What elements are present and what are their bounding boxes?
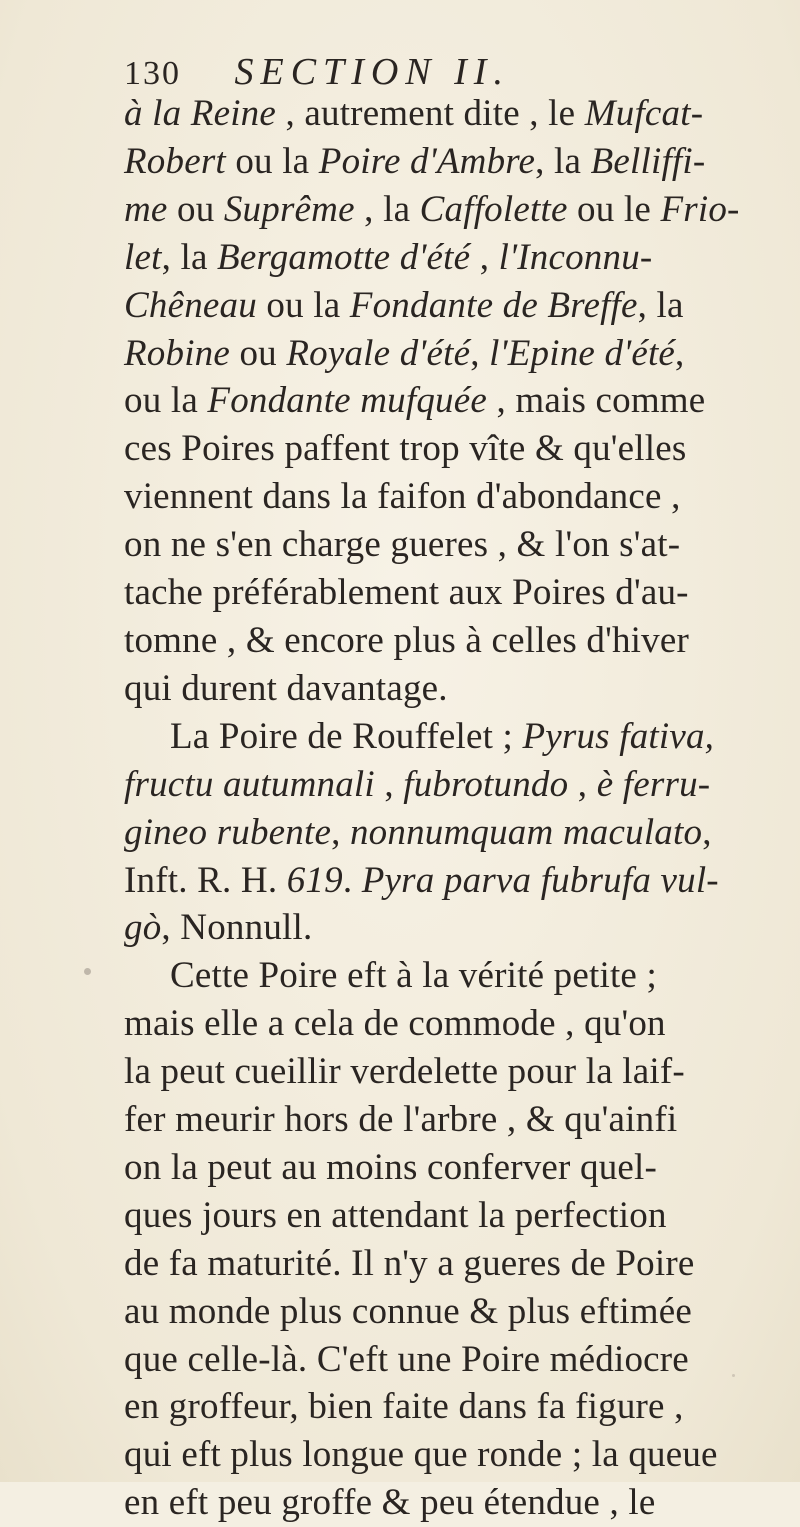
italic-text: Robine: [124, 332, 231, 374]
text-run: tache préférablement aux Poires d'au-: [124, 572, 689, 614]
text-run: Cette Poire eft à la vérité petite ;: [170, 955, 657, 997]
italic-text: à la Reine: [124, 93, 277, 134]
text-run: ,: [331, 811, 350, 853]
text-line: [124, 1048, 744, 1096]
text-run: , la: [637, 284, 684, 326]
text-line: [124, 569, 744, 617]
text-run: ,: [470, 236, 499, 278]
italic-text: Frio-: [660, 188, 740, 230]
italic-text: Bergamotte d'été: [217, 236, 471, 278]
text-line: [124, 186, 744, 234]
text-run: ou: [167, 188, 224, 230]
italic-text: è ferru-: [596, 763, 711, 805]
text-line: [124, 857, 744, 905]
body-text: [124, 90, 744, 1527]
text-line: [124, 904, 744, 952]
italic-text: Royale d'été: [286, 332, 471, 374]
italic-text: Mufcat-: [584, 93, 704, 134]
text-run: .: [342, 859, 362, 901]
text-run: ,: [470, 332, 490, 374]
italic-text: Robert: [124, 140, 226, 182]
italic-text: gineo rubente: [124, 811, 332, 853]
text-run: mais elle a cela de commode , qu'on: [124, 1003, 666, 1045]
text-line: [124, 665, 744, 713]
italic-text: nonnumquam maculato: [349, 811, 703, 853]
text-line: [124, 234, 744, 282]
italic-text: me: [124, 188, 168, 230]
text-line: [124, 1336, 744, 1384]
italic-text: let: [124, 236, 162, 278]
italic-text: fubrotundo: [403, 763, 569, 805]
italic-text: Fondante mufquée: [207, 380, 488, 422]
italic-text: l'Epine d'été: [489, 332, 676, 374]
text-line: [124, 1479, 744, 1527]
text-line: [124, 473, 744, 521]
text-line: [124, 330, 744, 378]
text-run: en eft peu groffe & peu étendue , le: [124, 1482, 656, 1524]
text-run: ou la: [124, 380, 208, 422]
text-line: [124, 1240, 744, 1288]
text-run: on ne s'en charge gueres , & l'on s'at-: [124, 524, 681, 566]
text-line: [124, 617, 744, 665]
section-title: SECTION II.: [234, 51, 510, 93]
text-line: [124, 713, 744, 761]
text-run: ou la: [256, 284, 350, 326]
text-line: [124, 1000, 744, 1048]
text-line: [124, 1096, 744, 1144]
text-run: la peut cueillir verdelette pour la laif-: [124, 1051, 685, 1093]
italic-text: Suprême: [223, 188, 355, 230]
text-line: [124, 952, 744, 1000]
italic-text: Pyrus fativa,: [522, 715, 715, 757]
italic-text: Chêneau: [124, 284, 257, 326]
text-run: , la: [535, 140, 591, 182]
text-line: [124, 1144, 744, 1192]
text-run: ,: [568, 763, 597, 805]
text-line: [124, 1431, 744, 1479]
italic-text: Poire d'Ambre: [318, 140, 536, 182]
text-line: [124, 377, 744, 425]
text-run: Inft. R. H.: [124, 859, 287, 901]
text-line: [124, 1192, 744, 1240]
text-run: ou le: [567, 188, 661, 230]
text-run: on la peut au moins conferver quel-: [124, 1146, 658, 1188]
paper-spot: [84, 968, 91, 975]
text-run: ou: [230, 332, 287, 374]
text-run: que celle-là. C'eft une Poire médiocre: [124, 1338, 689, 1380]
italic-text: 619: [286, 859, 343, 901]
text-run: ,: [675, 332, 685, 374]
text-line: [124, 138, 744, 186]
italic-text: Fondante de Breffe: [349, 284, 638, 326]
italic-text: gò: [124, 907, 162, 949]
text-run: viennent dans la faifon d'abondance ,: [124, 476, 681, 518]
italic-text: Pyra parva fubrufa vul-: [361, 859, 719, 901]
text-line: [124, 521, 744, 569]
text-run: , la: [354, 188, 420, 230]
text-line: [124, 282, 744, 330]
text-run: fer meurir hors de l'arbre , & qu'ainfi: [124, 1099, 678, 1141]
text-run: qui eft plus longue que ronde ; la queue: [124, 1434, 718, 1476]
page-number: 130: [124, 55, 181, 92]
text-run: ou la: [225, 140, 319, 182]
text-line: [124, 1288, 744, 1336]
text-run: tomne , & encore plus à celles d'hiver: [124, 619, 689, 661]
paper-spot: [732, 1374, 735, 1377]
text-run: en groffeur, bien faite dans fa figure ,: [124, 1386, 684, 1428]
text-run: , Nonnull.: [161, 907, 313, 949]
text-run: de fa maturité. Il n'y a gueres de Poire: [124, 1242, 695, 1284]
text-run: au monde plus connue & plus eftimée: [124, 1290, 693, 1332]
text-run: La Poire de Rouffelet ;: [170, 715, 523, 757]
text-run: , la: [161, 236, 218, 278]
text-line: [124, 809, 744, 857]
italic-text: Caffolette: [419, 188, 568, 230]
text-run: , mais comme: [487, 380, 706, 422]
text-line: [124, 761, 744, 809]
italic-text: l'Inconnu-: [498, 236, 653, 278]
italic-text: Belliffi-: [590, 140, 706, 182]
text-line: [124, 1383, 744, 1431]
text-line: [124, 425, 744, 473]
text-run: ,: [702, 811, 712, 853]
text-run: , autrement dite , le: [276, 93, 585, 134]
italic-text: fructu autumnali: [124, 763, 375, 805]
text-run: ,: [374, 763, 404, 805]
text-run: qui durent davantage.: [124, 667, 448, 709]
text-line: [124, 90, 744, 138]
text-run: ces Poires paffent trop vîte & qu'elles: [124, 428, 687, 470]
text-run: ques jours en attendant la perfection: [124, 1194, 667, 1236]
